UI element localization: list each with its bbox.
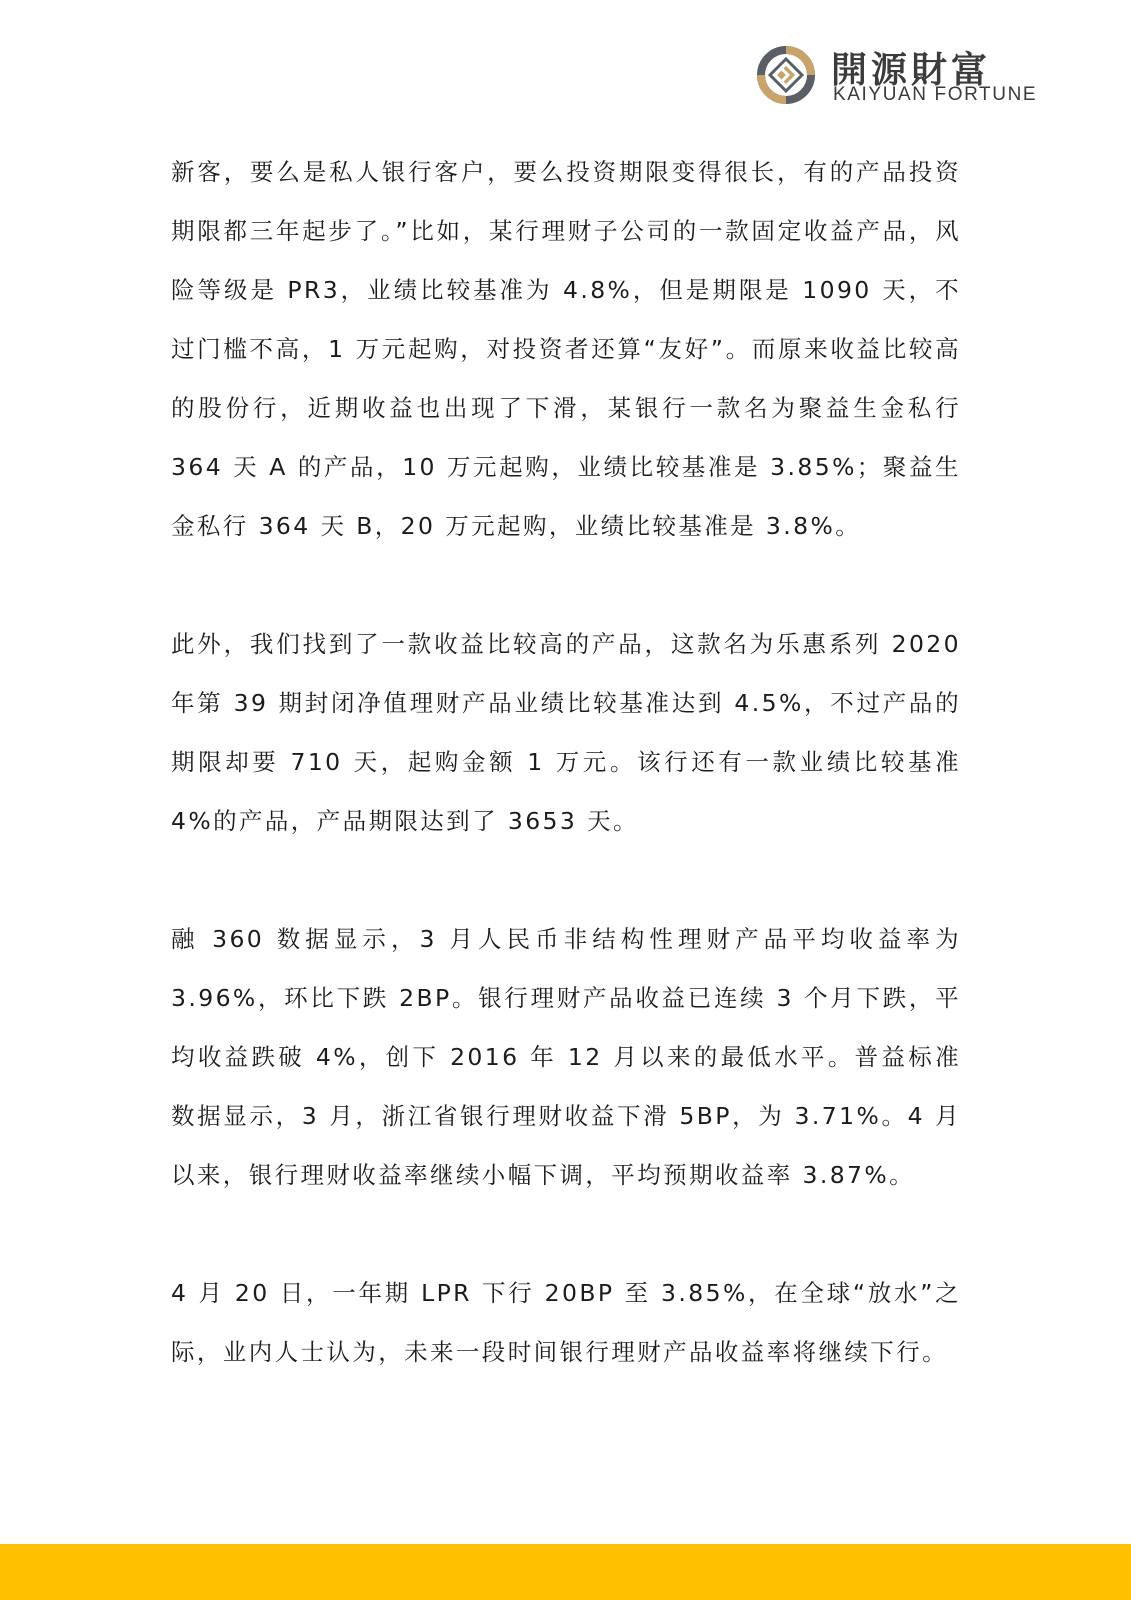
paragraph-2: 此外，我们找到了一款收益比较高的产品，这款名为乐惠系列 2020 年第 39 期封闭净值理财产品业绩比较基准达到 4.5%，不过产品的期限却要 710 天，起购金额 1 万元。该行还有一款业绩比较基准 4%的产品，产品期限达到了 3653 天。: [171, 630, 961, 835]
kaiyuan-logo-icon: [755, 44, 817, 106]
paragraph-3: 融 360 数据显示，3 月人民币非结构性理财产品平均收益率为 3.96%，环比下跌 2BP。银行理财产品收益已连续 3 个月下跌，平均收益跌破 4%，创下 2016 年 12 月以来的最低水平。普益标准数据显示，3 月，浙江省银行理财收益下滑 5BP，为 3.71%。4 月以来，银行理财收益率继续小幅下调，平均预期收益率 3.87%。: [171, 925, 961, 1189]
document-body: [171, 143, 961, 1382]
logo-chinese-name: 開源財富: [831, 50, 992, 91]
paragraph-4: 4 月 20 日，一年期 LPR 下行 20BP 至 3.85%，在全球“放水”之际，业内人士认为，未来一段时间银行理财产品收益率将继续下行。: [171, 1279, 961, 1366]
logo-english-name: KAIYUAN FORTUNE: [833, 84, 1038, 105]
footer-bar: [0, 1544, 1131, 1600]
paragraph-1: 新客，要么是私人银行客户，要么投资期限变得很长，有的产品投资期限都三年起步了。”比如，某行理财子公司的一款固定收益产品，风险等级是 PR3，业绩比较基准为 4.8%，但是期限是 1090 天，不过门槛不高，1 万元起购，对投资者还算“友好”。而原来收益比较高的股份行，近期收益也出现了下滑，某银行一款名为聚益生金私行 364 天 A 的产品，10 万元起购，业绩比较基准是 3.85%；聚益生金私行 364 天 B，20 万元起购，业绩比较基准是 3.8%。: [171, 158, 961, 540]
header-logo: [755, 44, 1055, 106]
